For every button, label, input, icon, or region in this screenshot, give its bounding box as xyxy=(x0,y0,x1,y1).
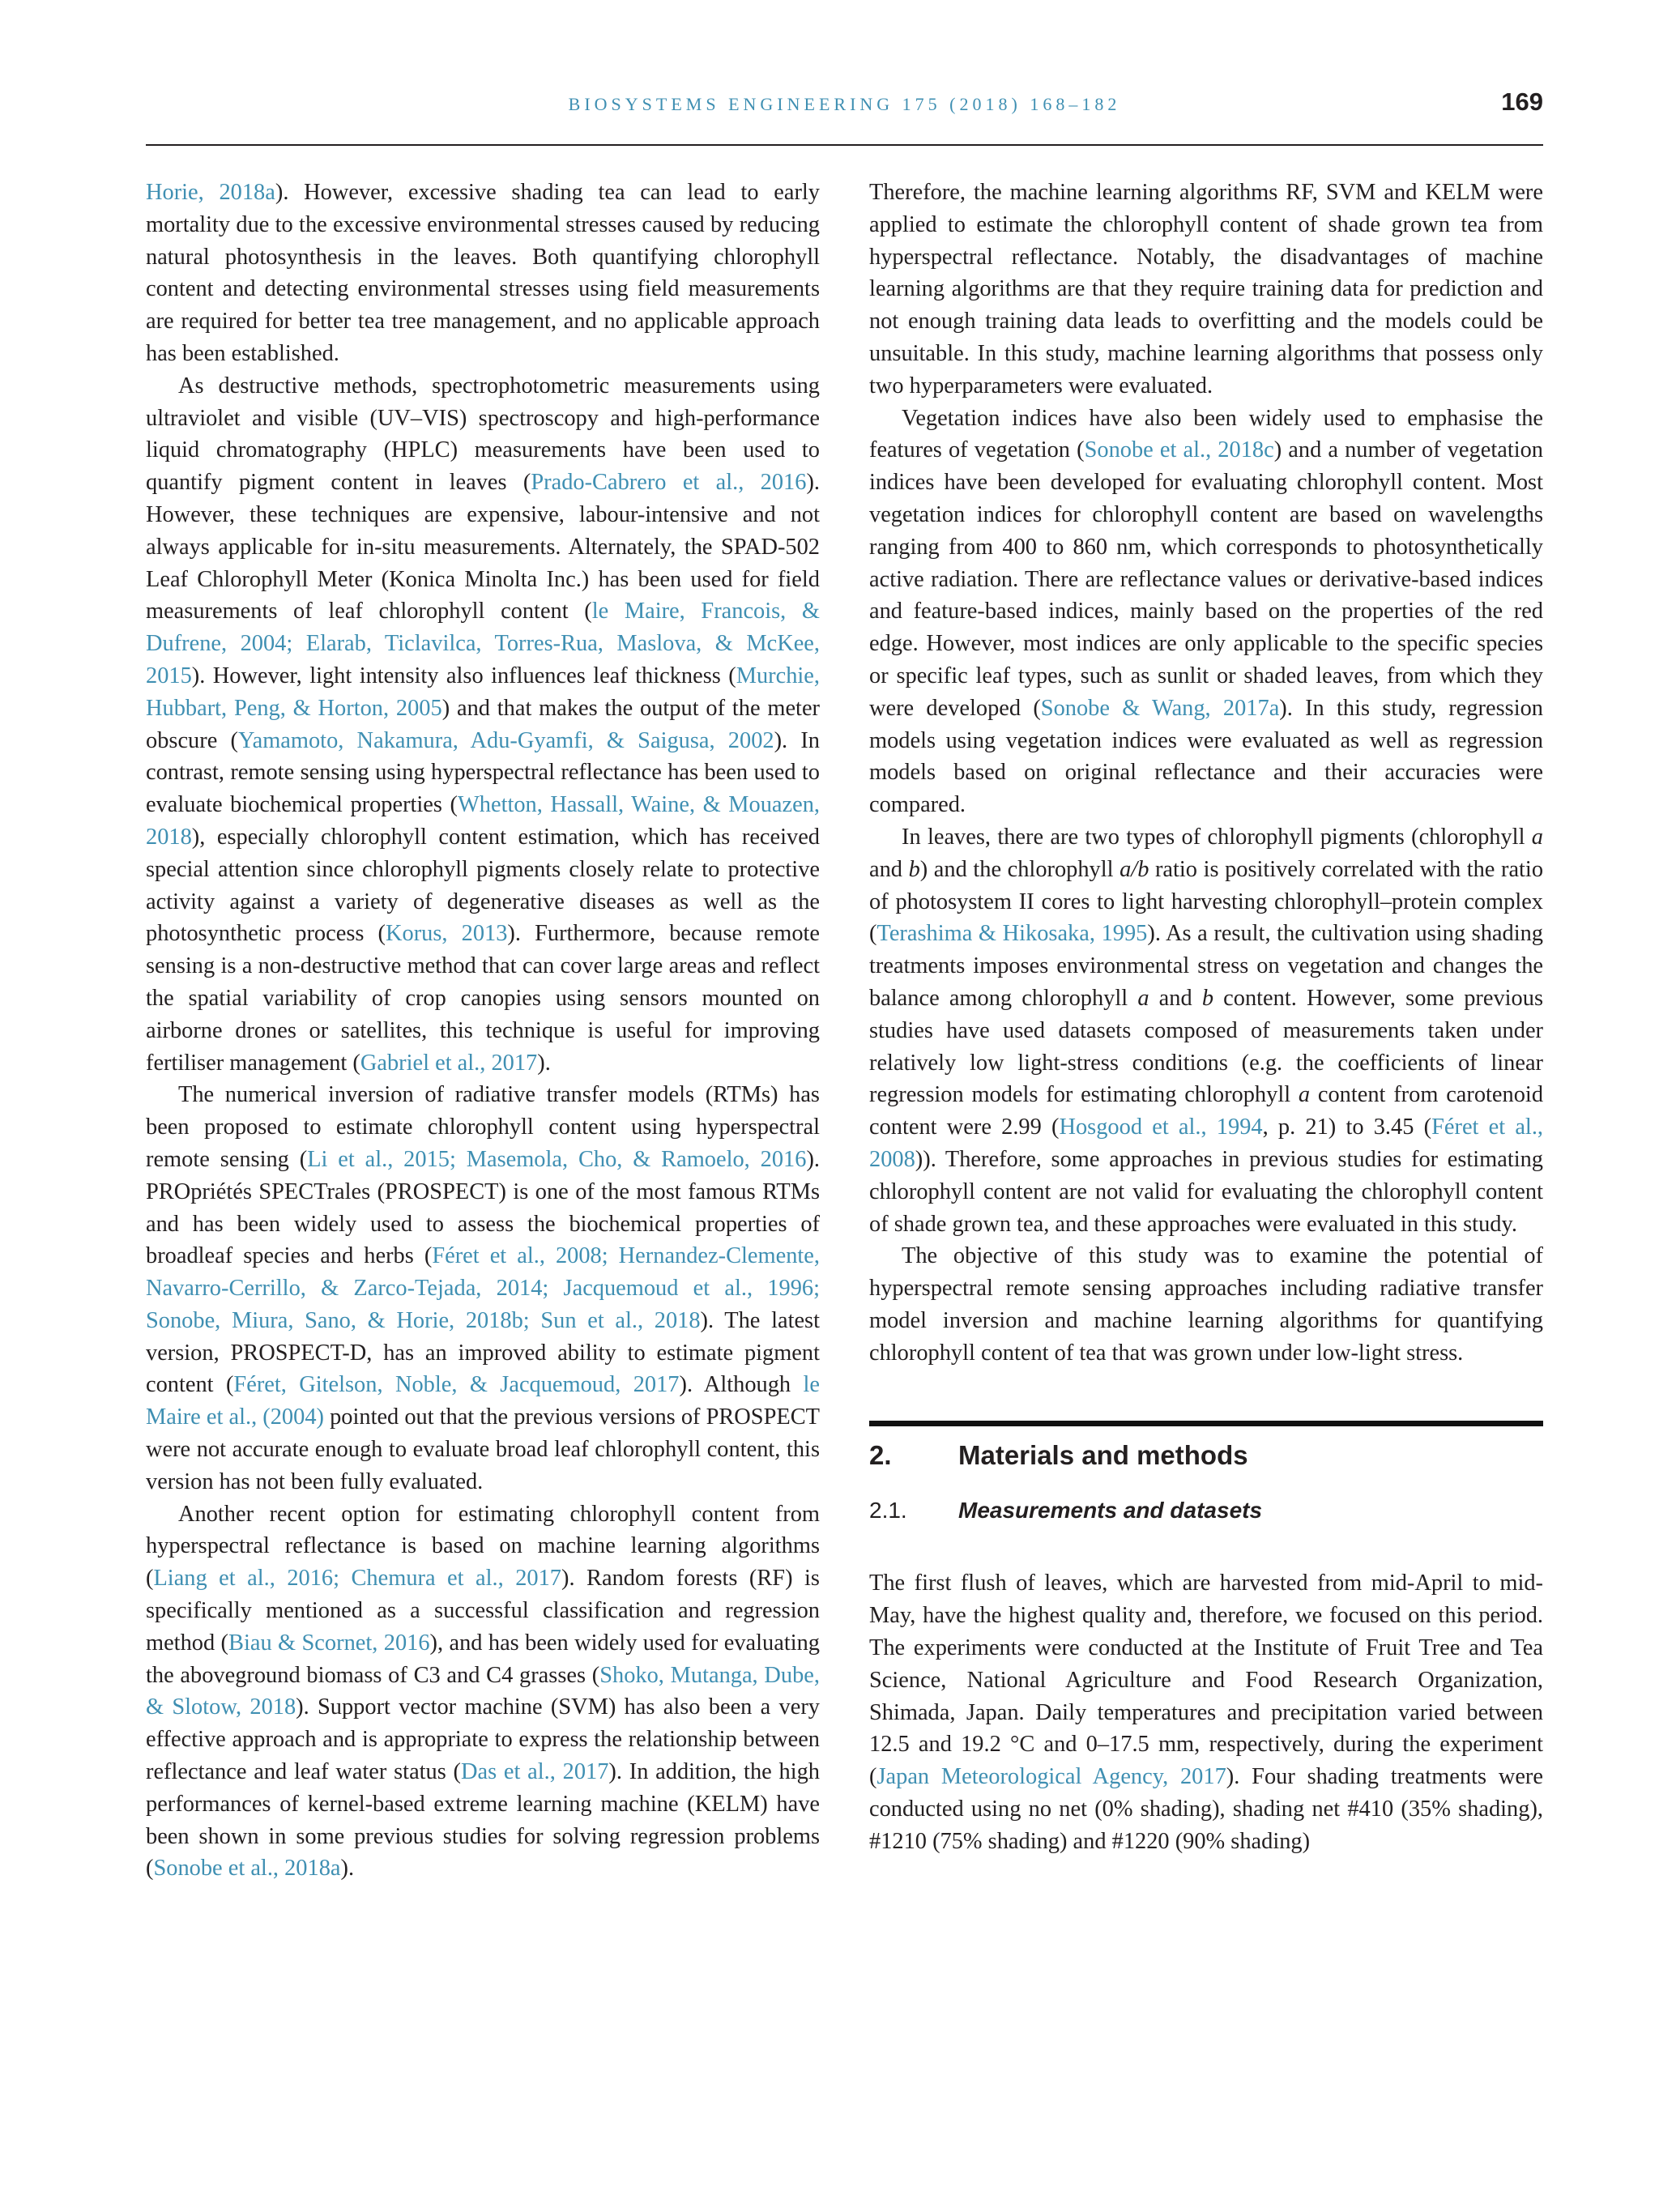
citation-link[interactable]: Murchie, Hubbart, Peng, & Horton, 2005 xyxy=(146,663,820,721)
subsection-title: Measurements and datasets xyxy=(958,1498,1263,1524)
text-run: ), and has been widely used for evaluating the aboveground biomass of C3 and C4 grasses ( xyxy=(146,1630,820,1688)
text-run: The first flush of leaves, which are harvested from mid-April to mid-May, have the highest quality and, therefore, we focused on this period. The experiments were conducted at the Institute of Fruit Tree and Tea Science, National Agriculture and Food Research Organization, Shimada, Japan. Daily temperatures and precipitation varied between 12.5 and 19.2 °C and 0–17.5 mm, respectively, during the experiment ( xyxy=(869,1571,1543,1790)
paragraph xyxy=(146,1498,820,1886)
italic-text: b xyxy=(1201,985,1214,1011)
text-run: Another recent option for estimating chlorophyll content from hyperspectral reflectance is based on machine learning algorithms ( xyxy=(146,1501,820,1592)
text-run: ). However, these techniques are expensive, labour-intensive and not always applicable for in-situ measurements. Alternately, the SPAD-502 Leaf Chlorophyll Meter (Konica Minolta Inc.) has been used for field measurements of leaf chlorophyll content ( xyxy=(146,470,820,624)
text-run: ). xyxy=(537,1050,551,1076)
citation-link[interactable]: Japan Meteorological Agency, 2017 xyxy=(876,1764,1226,1790)
citation-link[interactable]: Sonobe et al., 2018c xyxy=(1084,437,1274,463)
text-run: content from carotenoid content were 2.99 ( xyxy=(869,1082,1544,1140)
text-run: ). The latest version, PROSPECT-D, has an improved ability to estimate pigment content ( xyxy=(146,1307,820,1398)
citation-link[interactable]: Féret et al., 2008; Hernandez-Clemente, Navarro-Cerrillo, & Zarco-Tejada, 2014; Jacquemoud et al., 1996; Sonobe, Miura, Sano, & Horie, 2018b; Sun et al., 2018 xyxy=(146,1243,820,1333)
italic-text: a/b xyxy=(1120,856,1149,882)
text-run: The numerical inversion of radiative transfer models (RTMs) has been proposed to estimate chlorophyll content using hyperspectral remote sensing ( xyxy=(146,1082,820,1172)
section-number: 2. xyxy=(869,1440,892,1471)
text-run: Therefore, the machine learning algorithms RF, SVM and KELM were applied to estimate the chlorophyll content of shade grown tea from hyperspectral reflectance. Notably, the disadvantages of machine learning algorithms are that they require training data for prediction and not enough training data leads to overfitting and the models could be unsuitable. In this study, machine learning algorithms that possess only two hyperparameters were evaluated. xyxy=(869,180,1543,399)
text-run: and xyxy=(1149,985,1202,1011)
text-run: pointed out that the previous versions of PROSPECT were not accurate enough to evaluate broad leaf chlorophyll content, this version has not been fully evaluated. xyxy=(146,1404,821,1494)
section-rule xyxy=(869,1421,1543,1426)
text-run: ) and that makes the output of the meter obscure ( xyxy=(146,695,820,753)
paragraph xyxy=(146,177,820,370)
citation-link[interactable]: Hosgood et al., 1994 xyxy=(1059,1115,1263,1140)
citation-link[interactable]: Yamamoto, Nakamura, Adu-Gyamfi, & Saigusa, 2002 xyxy=(237,727,774,753)
paragraph xyxy=(146,1079,820,1498)
text-run: ratio is positively correlated with the ratio of photosystem II cores to light harvesting chlorophyll–protein complex ( xyxy=(869,856,1544,947)
text-run: ). However, light intensity also influences leaf thickness ( xyxy=(191,663,736,688)
citation-link[interactable]: Whetton, Hassall, Waine, & Mouazen, 2018 xyxy=(146,792,820,850)
text-run: ) and the chlorophyll xyxy=(919,856,1120,882)
citation-link[interactable]: Terashima & Hikosaka, 1995 xyxy=(876,921,1148,947)
text-run: )). Therefore, some approaches in previous studies for estimating chlorophyll content are not valid for evaluating the chlorophyll content of shade grown tea, and these approaches were evaluated in this study. xyxy=(869,1146,1543,1237)
text-run: ) and a number of vegetation indices have been developed for evaluating chlorophyll content. Most vegetation indices for chlorophyll content are based on wavelengths ranging from 400 to 860 nm, which corresponds to photosynthetically active radiation. There are reflectance values or derivative-based indices and feature-based indices, mainly based on the properties of the red edge. However, most indices are only applicable to the specific species or specific leaf types, such as sunlit or shaded leaves, from which they were developed ( xyxy=(869,437,1543,721)
text-run: ). However, excessive shading tea can lead to early mortality due to the excessive environmental stresses caused by reducing natural photosynthesis in the leaves. Both quantifying chlorophyll content and detecting environmental stresses using field measurements are required for better tea tree management, and no applicable approach has been established. xyxy=(146,180,820,366)
text-run: ). Although xyxy=(679,1372,804,1398)
citation-link[interactable]: Liang et al., 2016; Chemura et al., 2017 xyxy=(153,1566,561,1592)
text-run: ). In addition, the high performances of kernel-based extreme learning machine (KELM) have been shown in some previous studies for solving regression problems ( xyxy=(146,1759,820,1882)
citation-link[interactable]: Féret, Gitelson, Noble, & Jacquemoud, 2017 xyxy=(233,1372,680,1398)
text-run: , p. 21) to 3.45 ( xyxy=(1262,1115,1432,1140)
italic-text: a xyxy=(1137,985,1149,1011)
italic-text: b xyxy=(908,856,920,882)
text-run: ). PROpriétés SPECTrales (PROSPECT) is one of the most famous RTMs and has been widely used to assess the biochemical properties of broadleaf species and herbs ( xyxy=(146,1146,820,1269)
subsection-heading xyxy=(869,1493,1543,1528)
citation-link[interactable]: Sonobe et al., 2018a xyxy=(153,1856,341,1882)
text-run: ). In this study, regression models using vegetation indices were evaluated as well as regression models based on original reflectance and their accuracies were compared. xyxy=(869,695,1543,818)
citation-link[interactable]: Prado-Cabrero et al., 2016 xyxy=(531,470,807,496)
text-run: ). Support vector machine (SVM) has also been a very effective approach and is appropriate to express the relationship between reflectance and leaf water status ( xyxy=(146,1694,820,1785)
text-run: In leaves, there are two types of chlorophyll pigments (chlorophyll xyxy=(902,824,1532,850)
paragraph xyxy=(146,370,820,1080)
journal-title: BIOSYSTEMS ENGINEERING 175 (2018) 168–182 xyxy=(568,94,1121,114)
section-title: Materials and methods xyxy=(958,1440,1248,1471)
citation-link[interactable]: Féret et al., 2008 xyxy=(869,1115,1544,1172)
text-run: content. However, some previous studies have used datasets composed of measurements taken under relatively low light-stress conditions (e.g. the coefficients of linear regression models for estimating chlorophyll xyxy=(869,985,1543,1108)
citation-link[interactable]: Shoko, Mutanga, Dube, & Slotow, 2018 xyxy=(146,1662,820,1720)
citation-link[interactable]: Sonobe & Wang, 2017a xyxy=(1040,695,1280,721)
text-run: ). xyxy=(340,1856,355,1882)
subsection-number: 2.1. xyxy=(869,1498,907,1524)
paragraph xyxy=(869,403,1543,821)
text-run: ). Furthermore, because remote sensing is a non-destructive method that can cover large areas and reflect the spatial variability of crop canopies using sensors mounted on airborne drones or satellites, this technique is useful for improving fertiliser management ( xyxy=(146,921,821,1076)
italic-text: a xyxy=(1298,1082,1311,1108)
text-run: and xyxy=(869,856,909,882)
citation-link[interactable]: Gabriel et al., 2017 xyxy=(360,1050,538,1076)
paragraph xyxy=(869,177,1543,403)
paragraph xyxy=(869,1567,1543,1857)
citation-link[interactable]: Korus, 2013 xyxy=(386,921,508,947)
citation-link[interactable]: le Maire et al., (2004) xyxy=(146,1372,821,1430)
citation-link[interactable]: Horie, 2018a xyxy=(146,180,275,205)
citation-link[interactable]: Li et al., 2015; Masemola, Cho, & Ramoelo, 2016 xyxy=(307,1146,807,1172)
running-header xyxy=(146,87,1543,146)
text-run: ), especially chlorophyll content estimation, which has received special attention since chlorophyll pigments closely relate to protective activity against a variety of degenerative diseases as well as the photosynthetic process ( xyxy=(146,824,820,947)
text-run: As destructive methods, spectrophotometric measurements using ultraviolet and visible (UV–VIS) spectroscopy and high-performance liquid chromatography (HPLC) measurements have been used to quantify pigment content in leaves ( xyxy=(146,373,820,496)
text-run: ). As a result, the cultivation using shading treatments imposes environmental stress on vegetation and changes the balance among chlorophyll xyxy=(869,921,1543,1011)
citation-link[interactable]: le Maire, Francois, & Dufrene, 2004; Elarab, Ticlavilca, Torres-Rua, Maslova, & McKee, 2015 xyxy=(146,599,820,688)
text-run: Vegetation indices have also been widely used to emphasise the features of vegetation ( xyxy=(869,405,1543,463)
citation-link[interactable]: Biau & Scornet, 2016 xyxy=(228,1630,430,1656)
right-column xyxy=(869,177,1543,1858)
text-run: ). In contrast, remote sensing using hyperspectral reflectance has been used to evaluate biochemical properties ( xyxy=(146,727,820,818)
text-run: ). Four shading treatments were conducted using no net (0% shading), shading net #410 (35% shading), #1210 (75% shading) and #1220 (90% shading) xyxy=(869,1764,1543,1854)
text-run: The objective of this study was to examine the potential of hyperspectral remote sensing approaches including radiative transfer model inversion and machine learning algorithms for quantifying chlorophyll content of tea that was grown under low-light stress. xyxy=(869,1243,1543,1366)
page-number: 169 xyxy=(1501,87,1543,116)
section-heading xyxy=(869,1434,1543,1477)
left-column xyxy=(146,177,820,1885)
citation-link[interactable]: Das et al., 2017 xyxy=(461,1759,609,1785)
paragraph xyxy=(869,1240,1543,1369)
paragraph xyxy=(869,821,1543,1240)
italic-text: a xyxy=(1531,824,1543,850)
text-run: ). Random forests (RF) is specifically mentioned as a successful classification and regression method ( xyxy=(146,1566,820,1656)
